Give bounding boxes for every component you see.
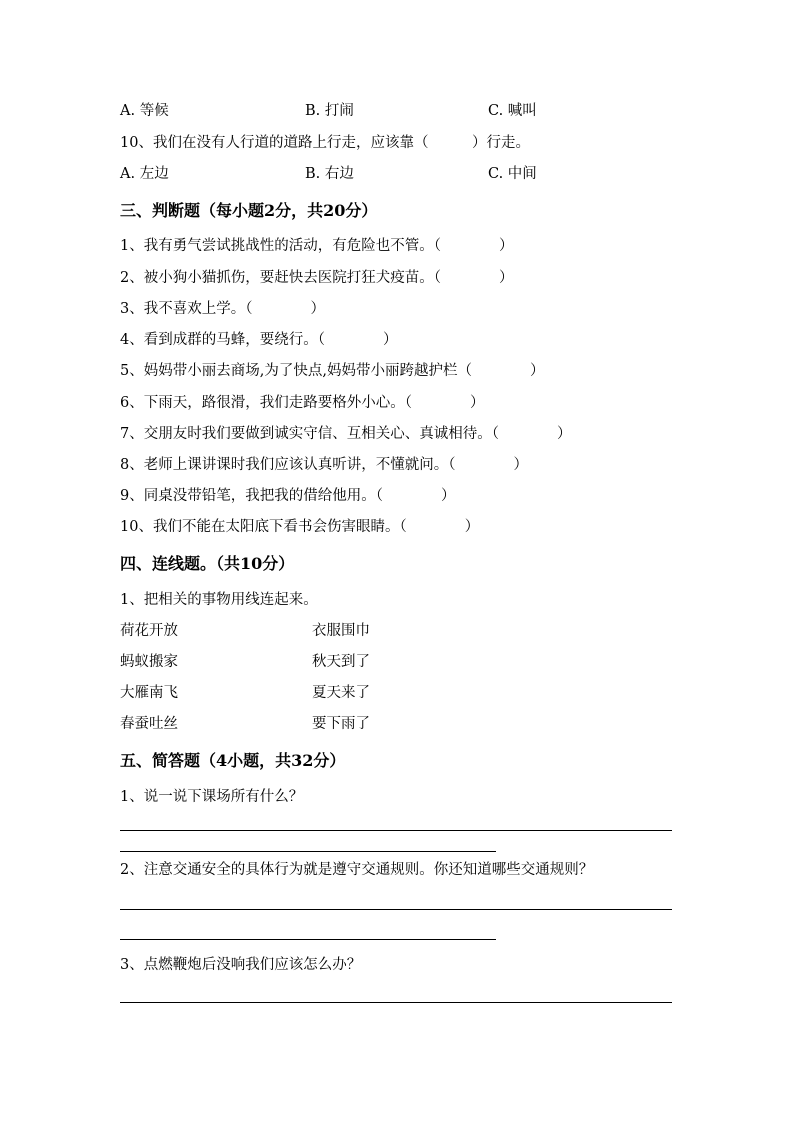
match-right-item: 衣服围巾	[312, 623, 370, 639]
answer-line	[120, 830, 672, 831]
q9-option-a: A. 等候	[120, 103, 169, 119]
section3-item: 3、我不喜欢上学。（ ）	[120, 301, 325, 317]
q10-option-a: A. 左边	[120, 166, 169, 182]
section3-item: 9、同桌没带铅笔，我把我的借给他用。（ ）	[120, 488, 456, 504]
section5-question: 2、注意交通安全的具体行为就是遵守交通规则。你还知道哪些交通规则？	[120, 862, 594, 878]
section3-item: 1、我有勇气尝试挑战性的活动，有危险也不管。（ ）	[120, 238, 514, 254]
answer-line	[120, 1002, 672, 1003]
q9-option-b: B. 打闹	[305, 103, 354, 119]
q9-option-c: C. 喊叫	[488, 103, 537, 119]
section4-instruction: 1、把相关的事物用线连起来。	[120, 592, 318, 608]
section3-title: 三、判断题（每小题2分，共20分）	[120, 201, 378, 220]
q10-option-b: B. 右边	[305, 166, 354, 182]
q10-question: 10、我们在没有人行道的道路上行走，应该靠（ ）行走。	[120, 135, 530, 151]
section5-title: 五、简答题（4小题，共32分）	[120, 751, 346, 770]
answer-line	[120, 851, 496, 852]
match-right-item: 夏天来了	[312, 685, 370, 701]
answer-line	[120, 939, 496, 940]
q10-option-c: C. 中间	[488, 166, 537, 182]
section5-question: 3、点燃鞭炮后没响我们应该怎么办？	[120, 957, 362, 973]
answer-line	[120, 909, 672, 910]
section3-item: 7、交朋友时我们要做到诚实守信、互相关心、真诚相待。（ ）	[120, 426, 572, 442]
match-left-item: 荷花开放	[120, 623, 178, 639]
section3-item: 2、被小狗小猫抓伤，要赶快去医院打狂犬疫苗。（ ）	[120, 270, 514, 286]
match-left-item: 大雁南飞	[120, 685, 178, 701]
section3-item: 6、下雨天，路很滑，我们走路要格外小心。（ ）	[120, 395, 485, 411]
match-left-item: 蚂蚁搬家	[120, 654, 178, 670]
section3-item: 5、妈妈带小丽去商场,为了快点,妈妈带小丽跨越护栏（ ）	[120, 363, 545, 379]
match-right-item: 要下雨了	[312, 716, 370, 732]
section4-title: 四、连线题。（共10分）	[120, 554, 295, 573]
section5-question: 1、说一说下课场所有什么？	[120, 789, 304, 805]
section3-item: 8、老师上课讲课时我们应该认真听讲，不懂就问。（ ）	[120, 457, 528, 473]
section3-item: 4、看到成群的马蜂，要绕行。（ ）	[120, 332, 398, 348]
match-left-item: 春蚕吐丝	[120, 716, 178, 732]
section3-item: 10、我们不能在太阳底下看书会伤害眼睛。（ ）	[120, 519, 480, 535]
match-right-item: 秋天到了	[312, 654, 370, 670]
